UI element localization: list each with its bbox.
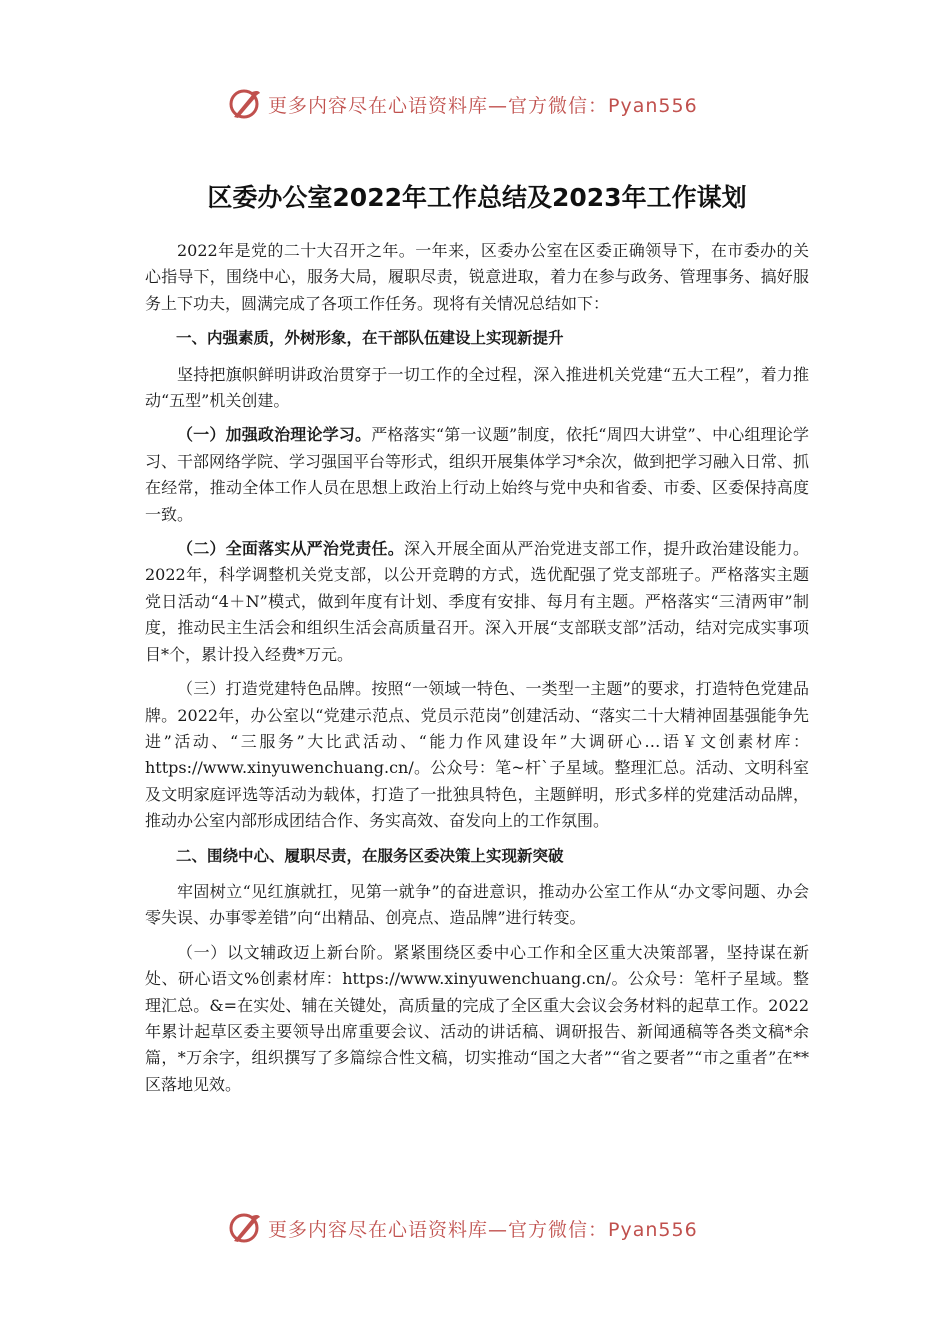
- section-heading-2: 二、围绕中心、履职尽责，在服务区委决策上实现新突破: [176, 846, 564, 865]
- header-watermark-banner: [228, 84, 698, 124]
- section-heading-1: 一、内强素质，外树形象，在干部队伍建设上实现新提升: [176, 329, 564, 348]
- section1-item2-paragraph: [145, 536, 809, 668]
- document-title: 区委办公室2022年工作总结及2023年工作谋划: [207, 183, 747, 212]
- quill-logo-icon: [228, 87, 262, 121]
- section1-item3-paragraph: （三）打造党建特色品牌。按照“一领域一特色、一类型一主题”的要求，打造特色党建品牌。2022年，办公室以“党建示范点、党员示范岗”创建活动、“落实二十大精神固基强能争先进”活动、“三服务”大比武活动、“能力作风建设年”大调研心…语￥文创素材库：https://www.xinyuwenchuang.cn/。公众号：笔~杆`子星域。整理汇总。活动、文明科室及文明家庭评选等活动为载体，打造了一批独具特色，主题鲜明，形式多样的党建活动品牌，推动办公室内部形成团结合作、务实高效、奋发向上的工作氛围。: [145, 679, 809, 831]
- watermark-text: 更多内容尽在心语资料库—官方微信：Pyan556: [268, 1218, 698, 1241]
- item-body: 严格落实“第一议题”制度，依托“周四大讲堂”、中心组理论学习、干部网络学院、学习强国平台等形式，组织开展集体学习*余次，做到把学习融入日常、抓在经常，推动全体工作人员在思想上政治上行动上始终与党中央和省委、市委、区委保持高度一致。: [145, 425, 810, 524]
- intro-paragraph: 2022年是党的二十大召开之年。一年来，区委办公室在区委正确领导下，在市委办的关心指导下，围绕中心，服务大局，履职尽责，锐意进取，着力在参与政务、管理事务、搞好服务上下功夫，圆满完成了各项工作任务。现将有关情况总结如下：: [145, 241, 809, 313]
- item-lead: （一）加强政治理论学习。: [177, 425, 372, 445]
- section1-item1-paragraph: [145, 422, 809, 528]
- item-body: 深入开展全面从严治党进支部工作，提升政治建设能力。2022年，科学调整机关党支部，以公开竞聘的方式，选优配强了党支部班子。严格落实主题党日活动“4＋N”模式，做到年度有计划、季度有安排、每月有主题。严格落实“三清两审”制度，推动民主生活会和组织生活会高质量召开。深入开展“支部联支部”活动，结对完成实事项目*个，累计投入经费*万元。: [145, 539, 809, 664]
- item-lead: （二）全面落实从严治党责任。: [177, 539, 404, 559]
- section1-intro-paragraph: 坚持把旗帜鲜明讲政治贯穿于一切工作的全过程，深入推进机关党建“五大工程”，着力推动“五型”机关创建。: [145, 364, 809, 411]
- section2-intro-paragraph: 牢固树立“见红旗就扛，见第一就争”的奋进意识，推动办公室工作从“办文零问题、办会零失误、办事零差错”向“出精品、创亮点、造品牌”进行转变。: [145, 881, 809, 928]
- section2-item1-paragraph: （一）以文辅政迈上新台阶。紧紧围绕区委中心工作和全区重大决策部署，坚持谋在新处、研心语文%创素材库：https://www.xinyuwenchuang.cn/。公众号：笔杆子星域。整理汇总。&=在实处、辅在关键处，高质量的完成了全区重大会议会务材料的起草工作。2022年累计起草区委主要领导出席重要会议、活动的讲话稿、调研报告、新闻通稿等各类文稿*余篇，*万余字，组织撰写了多篇综合性文稿，切实推动“国之大者”“省之要者”“市之重者”在**区落地见效。: [145, 942, 809, 1094]
- footer-watermark-banner: [228, 1208, 698, 1248]
- document-body: [145, 168, 809, 1106]
- quill-logo-icon: [228, 1211, 262, 1245]
- watermark-text: 更多内容尽在心语资料库—官方微信：Pyan556: [268, 94, 698, 117]
